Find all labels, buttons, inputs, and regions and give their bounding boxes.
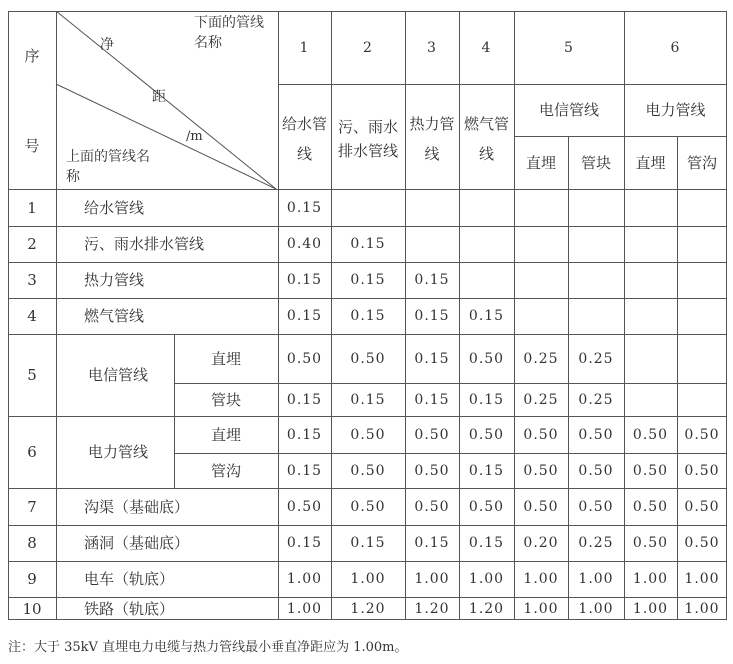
table-cell-value: 0.15	[350, 535, 386, 551]
table-cell-value: 0.15	[414, 391, 450, 408]
table-cell-value: 0.50	[523, 498, 559, 515]
grid-line	[568, 189, 569, 620]
grid-line	[514, 11, 515, 189]
table-cell-value: 1.00	[468, 571, 505, 587]
table-cell-value: 0.15	[350, 236, 386, 252]
table-cell-value: 0.50	[632, 462, 669, 479]
table-cell-value: 0.50	[578, 498, 614, 515]
grid-line	[278, 189, 279, 620]
table-cell-value: 1.20	[350, 600, 386, 617]
table-cell-value: 0.25	[578, 535, 614, 551]
row-number: 5	[27, 366, 37, 384]
sub-col-telecom-duct: 管块	[580, 153, 611, 172]
row-name: 电信管线	[88, 366, 149, 384]
table-cell-value: 0.50	[684, 426, 720, 443]
table-cell-value: 1.00	[632, 571, 669, 587]
table-cell-value: 0.20	[523, 535, 559, 551]
grid-line	[8, 619, 727, 620]
col-name-water: 给水管线	[282, 114, 328, 163]
grid-line	[726, 11, 727, 620]
row-number: 8	[27, 534, 37, 552]
grid-line	[624, 189, 625, 620]
table-cell-value: 0.15	[286, 272, 323, 288]
table-cell-value: 0.50	[350, 350, 386, 367]
table-cell-value: 0.50	[684, 462, 720, 479]
grid-line	[8, 488, 727, 489]
table-cell-value: 0.50	[632, 426, 669, 443]
table-cell-value: 0.50	[286, 498, 323, 515]
grid-line	[8, 597, 727, 598]
table-cell-value: 0.25	[523, 350, 559, 367]
table-cell-value: 0.15	[468, 535, 505, 551]
table-cell-value: 0.50	[286, 350, 323, 367]
table-cell-value: 0.50	[468, 498, 505, 515]
grid-line	[278, 11, 279, 189]
table-cell-value: 0.15	[414, 535, 450, 551]
table-cell-value: 0.50	[523, 426, 559, 443]
grid-line	[677, 189, 678, 620]
grid-line	[8, 11, 727, 12]
row-number: 2	[27, 235, 37, 253]
table-cell-value: 0.40	[286, 236, 323, 252]
grid-line	[56, 11, 57, 189]
row-number: 4	[27, 307, 37, 325]
table-cell-value: 0.15	[414, 308, 450, 324]
table-cell-value: 0.50	[468, 350, 505, 367]
grid-line	[677, 136, 678, 189]
grid-line	[459, 189, 460, 620]
grid-line	[405, 189, 406, 620]
table-cell-value: 1.00	[523, 600, 559, 617]
row-number: 9	[27, 570, 37, 588]
table-cell-value: 1.00	[684, 571, 720, 587]
table-cell-value: 1.00	[578, 571, 614, 587]
row-subtype: 直埋	[210, 349, 241, 368]
row-name: 给水管线	[84, 198, 145, 217]
grid-line	[8, 226, 727, 227]
table-cell-value: 1.00	[632, 600, 669, 617]
seq-header-top: 序	[24, 47, 40, 65]
table-cell-value: 0.50	[414, 426, 450, 443]
table-cell-value: 1.00	[414, 571, 450, 587]
table-cell-value: 0.50	[578, 462, 614, 479]
grid-line	[56, 189, 57, 620]
table-cell-value: 0.50	[350, 498, 386, 515]
row-number: 7	[27, 497, 37, 516]
row-name: 铁路（轨底）	[84, 599, 175, 618]
grid-line	[8, 334, 727, 335]
row-name: 涵洞（基础底）	[84, 534, 190, 552]
table-cell-value: 0.50	[684, 498, 720, 515]
table-cell-value: 0.50	[523, 462, 559, 479]
grid-line	[8, 189, 727, 190]
diag-caption-ju: 距	[152, 89, 166, 105]
table-cell-value: 0.50	[414, 498, 450, 515]
table-cell-value: 1.00	[286, 600, 323, 617]
grid-line	[8, 11, 9, 620]
grid-line	[174, 453, 727, 454]
col-number-5: 5	[564, 39, 574, 56]
row-number: 3	[27, 271, 37, 289]
diag-caption-jing: 净	[100, 37, 114, 53]
table-cell-value: 0.50	[632, 535, 669, 551]
table-cell-value: 0.15	[350, 308, 386, 324]
table-cell-value: 0.25	[523, 391, 559, 408]
row-name: 电车（轨底）	[84, 570, 175, 588]
table-cell-value: 0.50	[632, 498, 669, 515]
diag-caption-lower-lines: 下面的管线名称	[194, 15, 264, 51]
col-name-gas: 燃气管线	[463, 114, 509, 163]
table-cell-value: 0.15	[286, 426, 323, 443]
row-number: 6	[27, 443, 37, 461]
grid-line	[514, 136, 727, 137]
table-cell-value: 0.50	[578, 426, 614, 443]
grid-line	[174, 383, 727, 384]
row-subtype: 管沟	[210, 461, 241, 480]
table-cell-value: 0.15	[414, 350, 450, 367]
table-cell-value: 0.50	[350, 462, 386, 479]
grid-line	[624, 11, 625, 189]
row-name: 燃气管线	[84, 307, 145, 325]
col-name-drainage: 污、雨水排水管线	[337, 117, 398, 160]
seq-header-bottom: 号	[24, 137, 40, 155]
grid-line	[278, 84, 727, 85]
row-name: 热力管线	[84, 271, 145, 289]
table-cell-value: 0.15	[414, 272, 450, 288]
col-name-telecom: 电信管线	[538, 101, 599, 119]
col-number-3: 3	[427, 39, 437, 56]
row-name: 污、雨水排水管线	[84, 235, 205, 253]
col-number-1: 1	[299, 39, 310, 56]
grid-line	[568, 136, 569, 189]
col-number-2: 2	[363, 39, 373, 56]
table-cell-value: 0.15	[350, 272, 386, 288]
table-cell-value: 0.15	[286, 199, 323, 216]
grid-line	[8, 416, 727, 417]
col-name-heat: 热力管线	[409, 114, 455, 163]
table-cell-value: 0.15	[350, 391, 386, 408]
row-name: 沟渠（基础底）	[84, 497, 190, 516]
grid-line	[174, 334, 175, 488]
row-subtype: 直埋	[210, 425, 241, 444]
table-cell-value: 0.15	[468, 462, 505, 479]
table-cell-value: 0.15	[286, 308, 323, 324]
table-cell-value: 1.00	[523, 571, 559, 587]
diag-caption-upper-lines: 上面的管线名称	[66, 149, 150, 185]
grid-line	[331, 189, 332, 620]
grid-line	[8, 525, 727, 526]
table-cell-value: 0.15	[286, 462, 323, 479]
row-number: 1	[27, 198, 37, 217]
table-cell-value: 0.15	[468, 308, 505, 324]
clearance-table	[8, 11, 727, 620]
table-cell-value: 0.15	[286, 535, 323, 551]
table-cell-value: 0.50	[414, 462, 450, 479]
table-cell-value: 0.15	[286, 391, 323, 408]
table-cell-value: 1.00	[578, 600, 614, 617]
table-cell-value: 0.50	[684, 535, 720, 551]
table-cell-value: 1.00	[684, 600, 720, 617]
grid-line	[8, 298, 727, 299]
col-name-power: 电力管线	[645, 101, 706, 119]
table-cell-value: 0.25	[578, 391, 614, 408]
grid-line	[8, 262, 727, 263]
col-number-4: 4	[481, 39, 492, 56]
table-footnote: 注：大于 35kV 直埋电力电缆与热力管线最小垂直净距应为 1.00m。	[8, 640, 408, 655]
table-cell-value: 0.25	[578, 350, 614, 367]
grid-line	[331, 11, 332, 189]
grid-line	[8, 561, 727, 562]
row-number: 10	[22, 599, 42, 618]
table-cell-value: 1.20	[414, 600, 450, 617]
col-number-6: 6	[670, 39, 681, 56]
table-cell-value: 1.00	[286, 571, 323, 587]
row-name: 电力管线	[88, 443, 149, 461]
grid-line	[514, 189, 515, 620]
sub-col-power-direct: 直埋	[635, 153, 666, 172]
sub-col-power-trench: 管沟	[686, 153, 717, 172]
table-cell-value: 0.50	[468, 426, 505, 443]
table-cell-value: 0.15	[468, 391, 505, 408]
grid-line	[405, 11, 406, 189]
diag-caption-unit: /m	[186, 129, 203, 144]
table-cell-value: 0.50	[350, 426, 386, 443]
table-cell-value: 1.20	[468, 600, 505, 617]
sub-col-telecom-direct: 直埋	[525, 153, 556, 172]
grid-line	[459, 11, 460, 189]
row-subtype: 管块	[210, 390, 241, 409]
table-cell-value: 1.00	[350, 571, 386, 587]
